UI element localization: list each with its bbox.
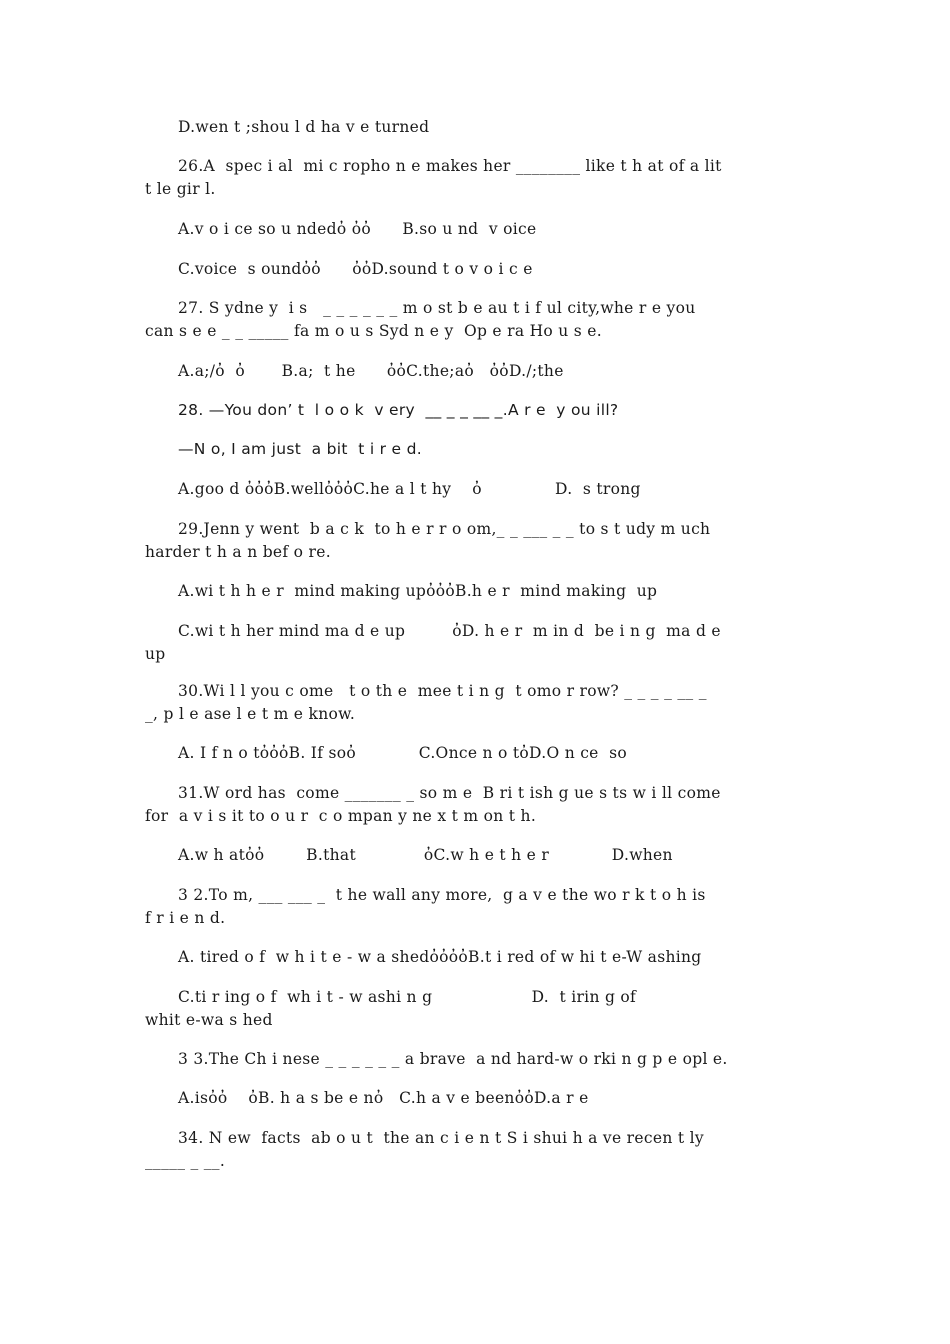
question-34-continued: _____ _ __. [145, 1152, 226, 1170]
question-30-options: A. I f n o tὀὀὀB. If soὀ C.Once n o tὀD.O n ce so [178, 744, 627, 762]
question-32: 3 2.To m, ___ ___ _ t he wall any more, g a v e the wo r k t o h is [178, 886, 706, 904]
question-29-continued: harder t h a n bef o re. [145, 543, 331, 561]
question-31-options: A.w h atὀὀ B.that ὀC.w h e t h e r D.when [178, 846, 673, 864]
question-29: 29.Jenn y went b a c k to h e r r o om,_ _ ___ _ _ to s t udy m uch [178, 520, 711, 538]
question-32-options-ab: A. tired o f w h i t e - w a shedὀὀὀὀB.t i red of w hi t e-W ashing [178, 948, 702, 966]
question-32-options-cd: C.ti r ing o f wh i t - w ashi n g D. t irin g of [178, 988, 637, 1006]
answer-option-25d: D.wen t ;shou l d ha v e turned [178, 118, 430, 136]
question-32-options-cd-continued: whit e-wa s hed [145, 1011, 273, 1029]
question-31-continued: for a v i s it to o u r c o mpan y ne x t m on t h. [145, 807, 537, 825]
question-28: 28. —You don’ t l o o k v ery __ _ _ __ _.A r e y ou ill? [178, 401, 619, 419]
question-28-options: A.goo d ὀὀὀB.wellὀὀὀC.he a l t hy ὀ D. s trong [178, 480, 641, 498]
question-30: 30.Wi l l you c ome t o th e mee t i n g t omo r row? _ _ _ _ __ _ [178, 682, 707, 700]
question-29-options-cd-continued: up [145, 645, 166, 663]
question-28-reply: —N o, I am just a bit t i r e d. [178, 440, 422, 458]
question-29-options-cd: C.wi t h her mind ma d e up ὀD. h e r m in d be i n g ma d e [178, 622, 721, 640]
question-27-options: A.a;/ὀ ὀ B.a; t he ὀὀC.the;aὀ ὀὀD./;the [178, 362, 564, 380]
question-27: 27. S ydne y i s _ _ _ _ _ _ m o st b e au t i f ul city,whe r e you [178, 299, 696, 317]
question-30-continued: _, p l e ase l e t m e know. [145, 705, 356, 723]
question-34: 34. N ew facts ab o u t the an c i e n t S i shui h a ve recen t ly [178, 1129, 704, 1147]
question-33-options: A.isὀὀ ὀB. h a s be e nὀ C.h a v e beenὀὀD.a r e [178, 1089, 589, 1107]
question-26-continued: t le gir l. [145, 180, 216, 198]
question-27-continued: can s e e _ _ _____ fa m o u s Syd n e y Op e ra Ho u s e. [145, 322, 602, 340]
question-26-options-cd: C.voice s oundὀὀ ὀὀD.sound t o v o i c e [178, 260, 533, 278]
question-32-continued: f r i e n d. [145, 909, 226, 927]
question-29-options-ab: A.wi t h h e r mind making upὀὀὀB.h e r mind making up [178, 582, 658, 600]
question-26: 26.A spec i al mi c ropho n e makes her ________ like t h at of a lit [178, 157, 722, 175]
question-31: 31.W ord has come _______ _ so m e B ri t ish g ue s ts w i ll come [178, 784, 721, 802]
question-26-options-ab: A.v o i ce so u ndedὀ ὀὀ B.so u nd v oice [178, 220, 537, 238]
question-33: 3 3.The Ch i nese _ _ _ _ _ _ a brave a nd hard-w o rki n g p e opl e. [178, 1050, 728, 1068]
